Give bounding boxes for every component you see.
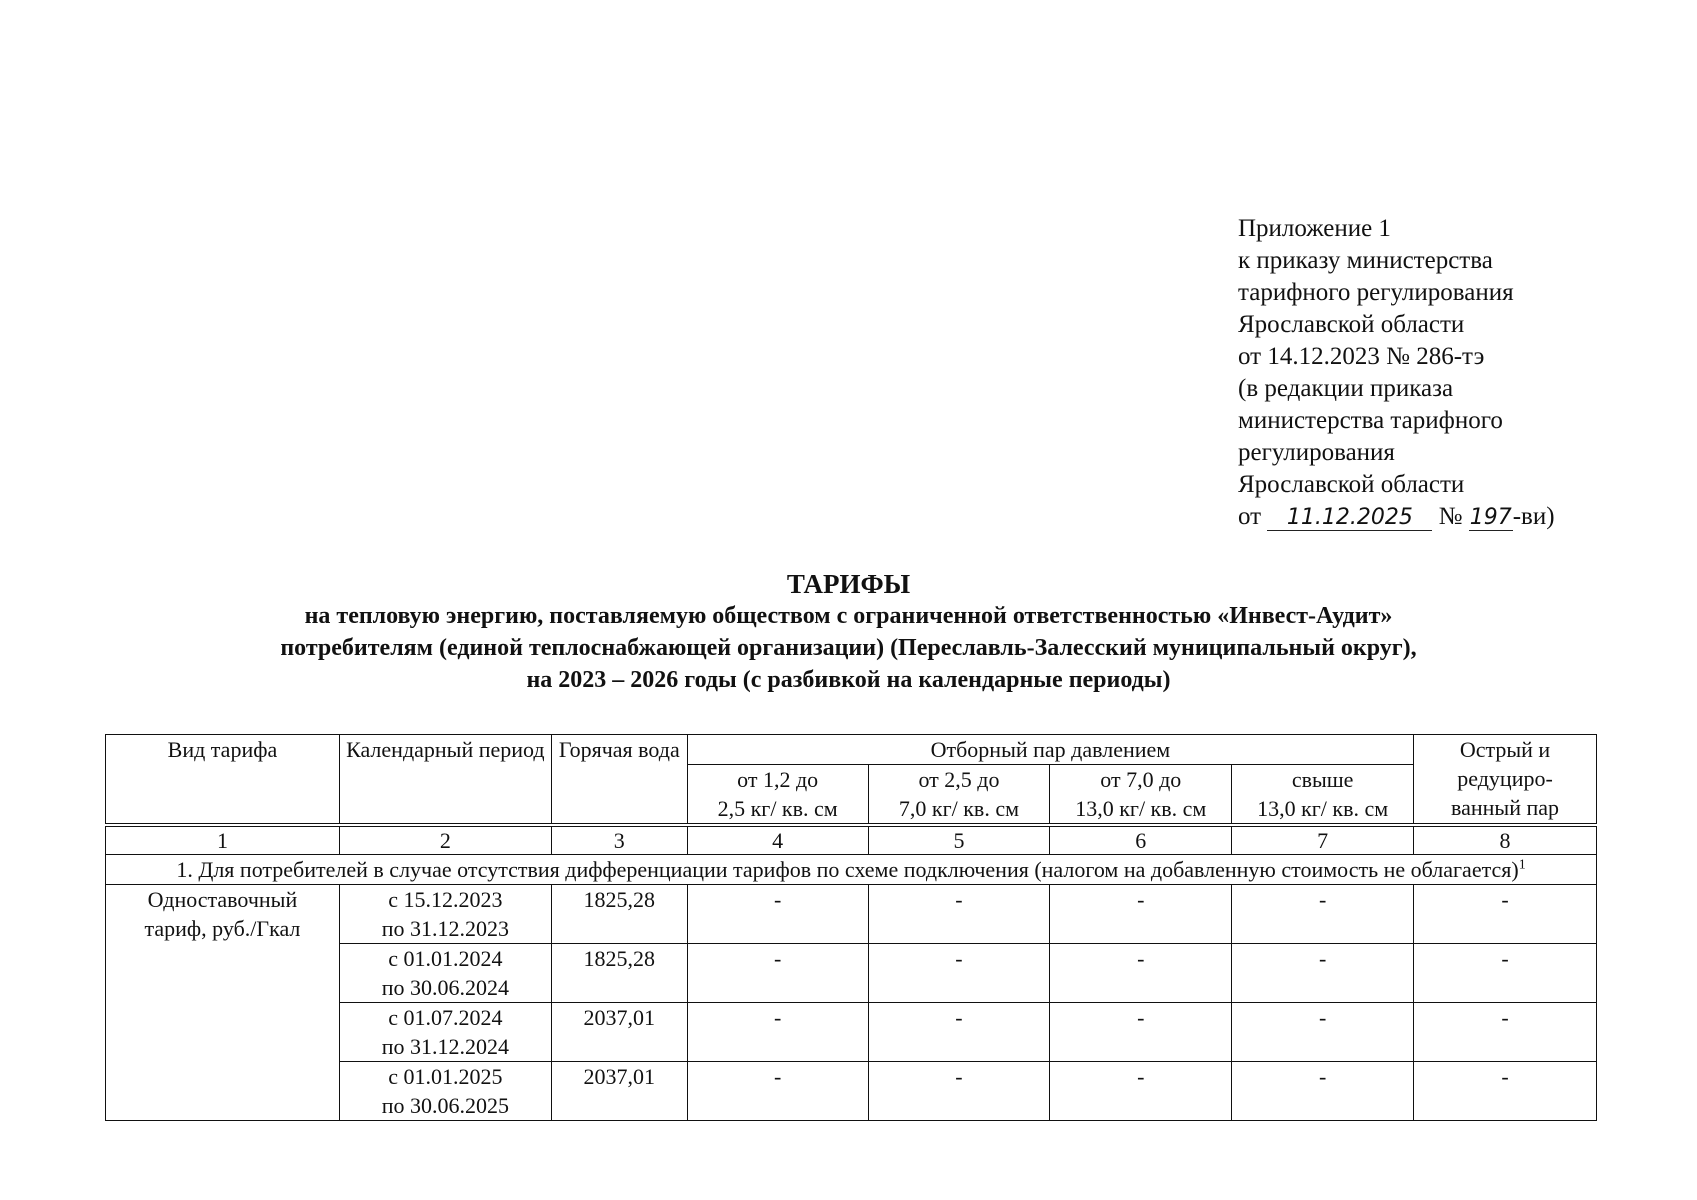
column-number: 7 bbox=[1232, 825, 1414, 855]
steam-cell: - bbox=[868, 944, 1050, 1003]
period-to: по 30.06.2024 bbox=[381, 975, 509, 1000]
hot-water-cell: 1825,28 bbox=[551, 885, 687, 944]
steam-cell: - bbox=[1050, 885, 1232, 944]
header-text: от 1,2 до bbox=[737, 767, 819, 792]
steam-cell: - bbox=[868, 1003, 1050, 1062]
number-sign: № bbox=[1438, 503, 1463, 530]
appendix-line: к приказу министерства bbox=[1238, 247, 1493, 274]
table-row bbox=[106, 885, 1597, 944]
header-text: ванный пар bbox=[1451, 795, 1560, 820]
header-text: 7,0 кг/ кв. см bbox=[898, 796, 1020, 821]
header-pressure-3 bbox=[1050, 765, 1232, 826]
header-row bbox=[106, 735, 1597, 765]
appendix-line: Ярославской области bbox=[1238, 311, 1465, 338]
sharp-steam-cell: - bbox=[1414, 885, 1597, 944]
header-text: 2,5 кг/ кв. см bbox=[717, 796, 838, 821]
hot-water-cell: 1825,28 bbox=[551, 944, 687, 1003]
steam-cell: - bbox=[687, 1003, 868, 1062]
steam-cell: - bbox=[687, 944, 868, 1003]
steam-cell: - bbox=[1050, 1062, 1232, 1121]
header-pressure-1 bbox=[687, 765, 868, 826]
sharp-steam-cell: - bbox=[1414, 1062, 1597, 1121]
steam-cell: - bbox=[1232, 1003, 1414, 1062]
header-text: свыше bbox=[1291, 767, 1354, 792]
header-text: редуциро- bbox=[1457, 766, 1553, 791]
handwritten-date: 11.12.2025 bbox=[1267, 506, 1432, 531]
appendix-line: регулирования bbox=[1238, 439, 1395, 466]
appendix-line: Приложение 1 bbox=[1238, 215, 1391, 242]
header-tariff-type: Вид тарифа bbox=[106, 735, 340, 826]
appendix-line: тарифного регулирования bbox=[1238, 279, 1514, 306]
tariff-label-line: тариф, руб./Гкал bbox=[144, 916, 301, 941]
period-from: с 15.12.2023 bbox=[388, 887, 503, 912]
section-title-cell bbox=[106, 855, 1597, 885]
steam-cell: - bbox=[1232, 1062, 1414, 1121]
header-text: 13,0 кг/ кв. см bbox=[1075, 796, 1207, 821]
period-from: с 01.01.2025 bbox=[388, 1064, 503, 1089]
header-sharp-steam bbox=[1414, 735, 1597, 826]
amendment-prefix: от bbox=[1238, 503, 1262, 530]
amendment-suffix: -ви) bbox=[1512, 503, 1555, 530]
period-from: с 01.07.2024 bbox=[388, 1005, 503, 1030]
sharp-steam-cell: - bbox=[1414, 944, 1597, 1003]
column-number: 5 bbox=[868, 825, 1050, 855]
appendix-amendment-line bbox=[1238, 501, 1555, 533]
heading-line-1: на тепловую энергию, поставляемую обществом с ограниченной ответственностью «Инвест-Аудит» bbox=[304, 603, 1393, 629]
header-hot-water: Горячая вода bbox=[551, 735, 687, 826]
column-number: 1 bbox=[106, 825, 340, 855]
hot-water-cell: 2037,01 bbox=[551, 1003, 687, 1062]
column-number: 4 bbox=[687, 825, 868, 855]
period-to: по 30.06.2025 bbox=[381, 1093, 509, 1118]
column-number-row bbox=[106, 825, 1597, 855]
handwritten-number: 197 bbox=[1469, 505, 1512, 530]
document-heading bbox=[100, 568, 1597, 696]
period-from: с 01.01.2024 bbox=[388, 946, 503, 971]
column-number: 2 bbox=[339, 825, 551, 855]
header-period: Календарный период bbox=[339, 735, 551, 826]
section-title: 1. Для потребителей в случае отсутствия дифференциации тарифов по схеме подключения (налогом на добавленную стоимость не облагается) bbox=[176, 857, 1519, 882]
column-number: 8 bbox=[1414, 825, 1597, 855]
appendix-line: от 14.12.2023 № 286-тэ bbox=[1238, 343, 1485, 370]
steam-cell: - bbox=[687, 1062, 868, 1121]
document-title: ТАРИФЫ bbox=[786, 569, 911, 599]
heading-line-2: потребителям (единой теплоснабжающей организации) (Переславль-Залесский муниципальный округ), bbox=[280, 635, 1417, 661]
steam-cell: - bbox=[1050, 1003, 1232, 1062]
section-footnote-mark: 1 bbox=[1518, 857, 1526, 873]
tariff-type-cell bbox=[106, 885, 340, 1121]
steam-cell: - bbox=[1232, 944, 1414, 1003]
header-text: Острый и bbox=[1459, 737, 1551, 762]
period-cell bbox=[339, 944, 551, 1003]
steam-cell: - bbox=[868, 885, 1050, 944]
sharp-steam-cell: - bbox=[1414, 1003, 1597, 1062]
steam-cell: - bbox=[868, 1062, 1050, 1121]
steam-cell: - bbox=[1050, 944, 1232, 1003]
period-to: по 31.12.2023 bbox=[381, 916, 509, 941]
period-cell bbox=[339, 1062, 551, 1121]
tariff-table bbox=[105, 734, 1597, 1121]
column-number: 3 bbox=[551, 825, 687, 855]
appendix-block bbox=[1238, 213, 1555, 533]
steam-cell: - bbox=[1232, 885, 1414, 944]
column-number: 6 bbox=[1050, 825, 1232, 855]
header-pressure-2 bbox=[868, 765, 1050, 826]
header-text: от 2,5 до bbox=[918, 767, 1000, 792]
header-pressure-4 bbox=[1232, 765, 1414, 826]
steam-cell: - bbox=[687, 885, 868, 944]
appendix-line: министерства тарифного bbox=[1238, 407, 1503, 434]
period-to: по 31.12.2024 bbox=[381, 1034, 509, 1059]
header-text: от 7,0 до bbox=[1100, 767, 1182, 792]
appendix-line: Ярославской области bbox=[1238, 471, 1465, 498]
appendix-line: (в редакции приказа bbox=[1238, 375, 1454, 402]
period-cell bbox=[339, 885, 551, 944]
section-row bbox=[106, 855, 1597, 885]
hot-water-cell: 2037,01 bbox=[551, 1062, 687, 1121]
header-steam-group: Отборный пар давлением bbox=[687, 735, 1413, 765]
heading-line-3: на 2023 – 2026 годы (с разбивкой на календарные периоды) bbox=[526, 667, 1171, 693]
tariff-label-line: Одноставочный bbox=[147, 887, 298, 912]
period-cell bbox=[339, 1003, 551, 1062]
header-text: 13,0 кг/ кв. см bbox=[1257, 796, 1389, 821]
